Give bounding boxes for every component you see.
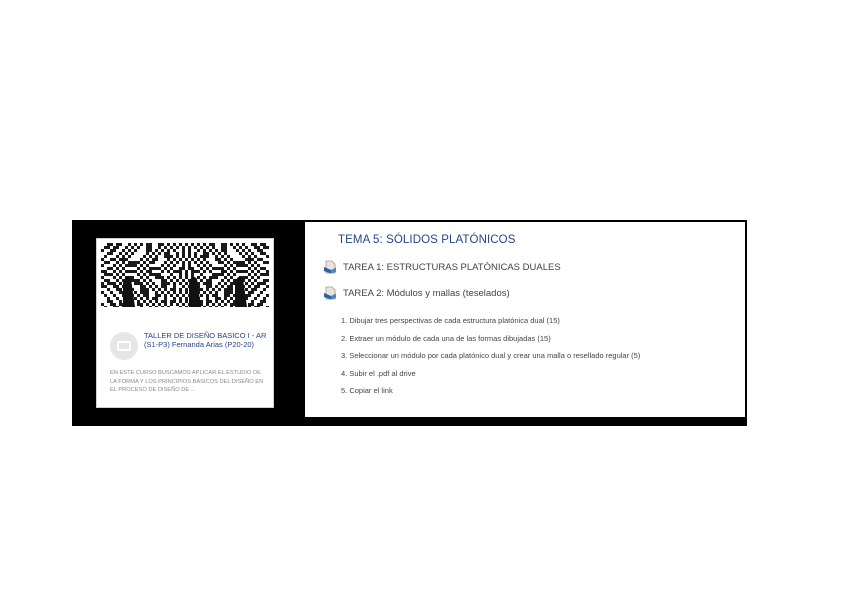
document-icon (323, 260, 337, 274)
list-item: 4. Subir el .pdf al drive (341, 368, 416, 378)
task-1-link[interactable] (323, 260, 561, 274)
course-image (101, 243, 269, 307)
document-icon (323, 286, 337, 300)
list-item: 5. Copiar el link (341, 386, 393, 395)
list-item: 3. Seleccionar un módulo por cada platónico dual y crear una malla o resellado regular (5) (341, 351, 641, 360)
course-avatar-icon (110, 332, 138, 360)
topic-title: TEMA 5: SÓLIDOS PLATÓNICOS (338, 234, 516, 246)
list-item: 2. Extraer un módulo de cada una de las formas dibujadas (15) (341, 333, 551, 343)
task-steps-list (341, 312, 640, 400)
list-item: 1. Dibujar tres perspectivas de cada estructura platónica dual (15) (341, 316, 560, 325)
course-card[interactable] (96, 238, 274, 408)
task-2-label: TAREA 2: Módulos y mallas (teselados) (343, 287, 510, 299)
topic-panel (305, 222, 745, 417)
task-2-link[interactable] (323, 286, 510, 300)
course-title-link[interactable]: TALLER DE DISEÑO BASICO I - AR (S1-P3) Fernanda Arias (P20-20) (144, 331, 267, 349)
task-1-label: TAREA 1: ESTRUCTURAS PLATÓNICAS DUALES (343, 261, 561, 273)
screenshot-frame (72, 220, 747, 426)
course-description: EN ESTE CURSO BUSCAMOS APLICAR EL ESTUDIO DE LA FORMA Y LOS PRINCIPIOS BASICOS DEL DISEÑO EN EL PROCESO DE DISEÑO DE ... (110, 370, 264, 394)
